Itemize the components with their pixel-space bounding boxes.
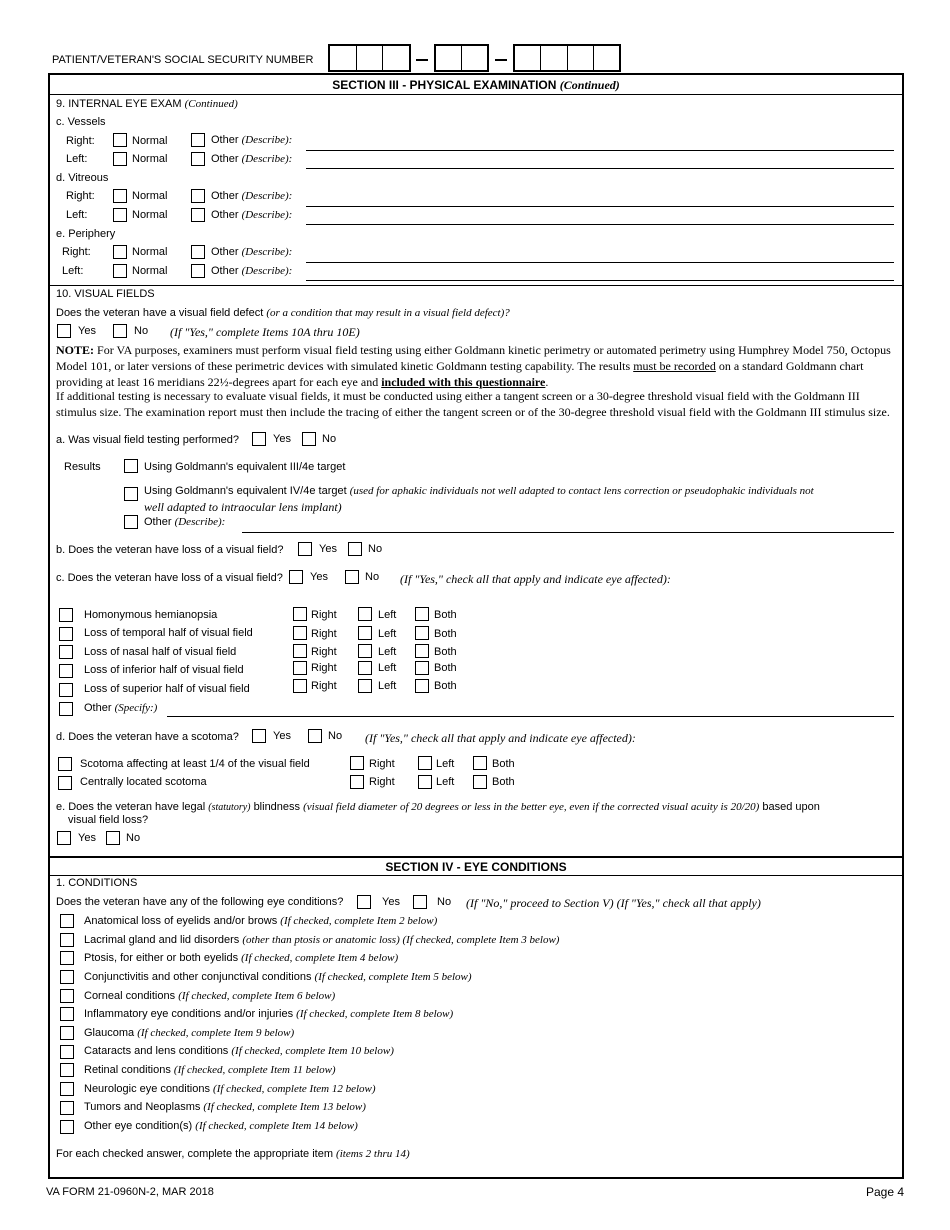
loss-left-checkbox[interactable] xyxy=(358,679,372,693)
loss-label: Homonymous hemianopsia xyxy=(84,609,218,621)
condition-checkbox[interactable] xyxy=(60,970,74,984)
condition-item: Corneal conditions (If checked, complete Item 6 below) xyxy=(84,990,336,1002)
vitreous-left-normal-checkbox[interactable] xyxy=(113,208,127,222)
scotoma-both-checkbox[interactable] xyxy=(473,775,487,789)
vf-additional-note: If additional testing is necessary to evaluate visual fields, it must be conducted using either a tangent screen or a 30-degree threshold visual field with the Goldmann III stimulus size. The examination report must then include the tracing of either the tangent screen or of the 30-degree threshold visual field with the Goldmann III stimulus size. xyxy=(56,389,890,419)
no-label: No xyxy=(368,543,383,555)
both-eyes-label: Both xyxy=(434,662,457,674)
left-eye-label: Left xyxy=(378,680,397,692)
left-eye-label: Left xyxy=(378,609,397,621)
results-label: Results xyxy=(64,461,101,473)
loss-left-checkbox[interactable] xyxy=(358,661,372,675)
condition-checkbox[interactable] xyxy=(60,1082,74,1096)
yes-label: Yes xyxy=(310,571,328,583)
left-eye-label: Left xyxy=(378,646,397,658)
no-label: No xyxy=(437,896,452,908)
section4-title: SECTION IV - EYE CONDITIONS xyxy=(385,860,567,874)
question-e: e. Does the veteran have legal (statutory) blindness (visual field diameter of 20 degrees or less in the better eye, even if the corrected visual acuity is 20/20) based upon xyxy=(56,801,820,813)
qc-instruction: (If "Yes," check all that apply and indicate eye affected): xyxy=(400,572,671,586)
loss-checkbox[interactable] xyxy=(59,683,73,697)
condition-item: Conjunctivitis and other conjunctival conditions (If checked, complete Item 5 below) xyxy=(84,971,472,983)
scotoma-left-checkbox[interactable] xyxy=(418,775,432,789)
vf-defect-no-checkbox[interactable] xyxy=(113,324,127,338)
result-iii4e-checkbox[interactable] xyxy=(124,459,138,473)
both-eyes-label: Both xyxy=(434,646,457,658)
left-label: Left: xyxy=(66,153,88,165)
condition-checkbox[interactable] xyxy=(60,1063,74,1077)
vessels-right-other-checkbox[interactable] xyxy=(191,133,205,147)
form-number: VA FORM 21-0960N-2, MAR 2018 xyxy=(46,1186,214,1198)
both-eyes-label: Both xyxy=(492,758,515,770)
scotoma-both-checkbox[interactable] xyxy=(473,756,487,770)
no-label: No xyxy=(328,730,343,742)
left-label: Left: xyxy=(66,209,88,221)
other-describe-label: Other (Describe): xyxy=(211,153,293,165)
no-label: No xyxy=(365,571,380,583)
conditions-question: Does the veteran have any of the following eye conditions? xyxy=(56,896,344,908)
condition-item: Tumors and Neoplasms (If checked, complete Item 13 below) xyxy=(84,1101,366,1113)
divider xyxy=(49,856,903,858)
scotoma-right-checkbox[interactable] xyxy=(350,756,364,770)
loss-other-specify-line[interactable] xyxy=(167,716,894,717)
condition-item: Ptosis, for either or both eyelids (If checked, complete Item 4 below) xyxy=(84,952,399,964)
normal-label: Normal xyxy=(132,190,168,202)
loss-label: Loss of inferior half of visual field xyxy=(84,664,244,676)
loss-other-checkbox[interactable] xyxy=(59,702,73,716)
left-eye-label: Left xyxy=(436,758,455,770)
vessels-left-other-checkbox[interactable] xyxy=(191,152,205,166)
normal-label: Normal xyxy=(132,246,168,258)
question-b: b. Does the veteran have loss of a visual field? xyxy=(56,544,284,556)
left-eye-label: Left xyxy=(436,776,455,788)
right-eye-label: Right xyxy=(369,776,395,788)
result-iii4e-label: Using Goldmann's equivalent III/4e target xyxy=(144,461,346,473)
scotoma-left-checkbox[interactable] xyxy=(418,756,432,770)
periphery-left-normal-checkbox[interactable] xyxy=(113,264,127,278)
yes-label: Yes xyxy=(273,433,291,445)
qd-instruction: (If "Yes," check all that apply and indicate eye affected): xyxy=(365,731,636,745)
ssn-field-part2[interactable] xyxy=(434,44,489,72)
yes-label: Yes xyxy=(78,832,96,844)
divider xyxy=(49,285,903,286)
result-other-checkbox[interactable] xyxy=(124,515,138,529)
vitreous-right-describe-line[interactable] xyxy=(306,206,894,207)
other-describe-label: Other (Describe): xyxy=(211,190,293,202)
loss-label: Loss of superior half of visual field xyxy=(84,683,250,695)
result-iv4e-label-cont: well adapted to intraocular lens implant) xyxy=(144,500,342,514)
yes-label: Yes xyxy=(319,543,337,555)
yes-label: Yes xyxy=(382,896,400,908)
condition-item: Retinal conditions (If checked, complete Item 11 below) xyxy=(84,1064,336,1076)
loss-both-checkbox[interactable] xyxy=(415,626,429,640)
normal-label: Normal xyxy=(132,135,168,147)
vessels-right-describe-line[interactable] xyxy=(306,150,894,151)
section3-title: SECTION III - PHYSICAL EXAMINATION (Continued) xyxy=(332,78,620,92)
normal-label: Normal xyxy=(132,209,168,221)
condition-checkbox[interactable] xyxy=(60,1026,74,1040)
right-eye-label: Right xyxy=(311,628,337,640)
both-eyes-label: Both xyxy=(434,628,457,640)
loss-checkbox[interactable] xyxy=(59,645,73,659)
condition-checkbox[interactable] xyxy=(60,1045,74,1059)
vf-defect-yes-checkbox[interactable] xyxy=(57,324,71,338)
result-iv4e-checkbox[interactable] xyxy=(124,487,138,501)
conditions-title: 1. CONDITIONS xyxy=(56,877,138,889)
normal-label: Normal xyxy=(132,265,168,277)
qe-yes-checkbox[interactable] xyxy=(57,831,71,845)
question-a: a. Was visual field testing performed? xyxy=(56,434,240,446)
yes-label: Yes xyxy=(273,730,291,742)
qd-no-checkbox[interactable] xyxy=(308,729,322,743)
vf-main-question: Does the veteran have a visual field defect (or a condition that may result in a visual field defect)? xyxy=(56,307,510,319)
right-label: Right: xyxy=(66,135,95,147)
both-eyes-label: Both xyxy=(434,680,457,692)
visual-fields-title: 10. VISUAL FIELDS xyxy=(56,288,155,300)
loss-other-label: Other (Specify:) xyxy=(84,702,158,714)
loss-checkbox[interactable] xyxy=(59,664,73,678)
no-label: No xyxy=(322,433,337,445)
periphery-left-other-checkbox[interactable] xyxy=(191,264,205,278)
scotoma-label: Scotoma affecting at least 1/4 of the visual field xyxy=(80,758,310,770)
condition-checkbox[interactable] xyxy=(60,1101,74,1115)
condition-item: Inflammatory eye conditions and/or injuries (If checked, complete Item 8 below) xyxy=(84,1008,454,1020)
loss-left-checkbox[interactable] xyxy=(358,644,372,658)
vessels-right-normal-checkbox[interactable] xyxy=(113,133,127,147)
scotoma-checkbox[interactable] xyxy=(58,757,72,771)
vessels-left-normal-checkbox[interactable] xyxy=(113,152,127,166)
if-yes-instruction: (If "Yes," complete Items 10A thru 10E) xyxy=(170,325,360,339)
qc-yes-checkbox[interactable] xyxy=(289,570,303,584)
conditions-yes-checkbox[interactable] xyxy=(357,895,371,909)
qb-no-checkbox[interactable] xyxy=(348,542,362,556)
loss-checkbox[interactable] xyxy=(59,627,73,641)
loss-checkbox[interactable] xyxy=(59,608,73,622)
ssn-dash xyxy=(495,59,507,61)
loss-label: Loss of nasal half of visual field xyxy=(84,646,237,658)
right-label: Right: xyxy=(62,246,91,258)
condition-checkbox[interactable] xyxy=(60,1007,74,1021)
qc-no-checkbox[interactable] xyxy=(345,570,359,584)
condition-checkbox[interactable] xyxy=(60,951,74,965)
qe-no-checkbox[interactable] xyxy=(106,831,120,845)
result-iv4e-label: Using Goldmann's equivalent IV/4e target (used for aphakic individuals not well adapted to contact lens correction or pseudophakic individuals not xyxy=(144,485,814,497)
loss-both-checkbox[interactable] xyxy=(415,607,429,621)
condition-checkbox[interactable] xyxy=(60,914,74,928)
condition-checkbox[interactable] xyxy=(60,1120,74,1134)
no-label: No xyxy=(134,325,149,337)
scotoma-label: Centrally located scotoma xyxy=(80,776,207,788)
qa-no-checkbox[interactable] xyxy=(302,432,316,446)
qd-yes-checkbox[interactable] xyxy=(252,729,266,743)
other-describe-label: Other (Describe): xyxy=(211,209,293,221)
normal-label: Normal xyxy=(132,153,168,165)
question-d: d. Does the veteran have a scotoma? xyxy=(56,731,239,743)
loss-right-checkbox[interactable] xyxy=(293,679,307,693)
right-eye-label: Right xyxy=(311,680,337,692)
conditions-instruction: (If "No," proceed to Section V) (If "Yes," check all that apply) xyxy=(466,896,761,910)
vitreous-left-describe-line[interactable] xyxy=(306,224,894,225)
condition-checkbox[interactable] xyxy=(60,989,74,1003)
question-e-cont: visual field loss? xyxy=(68,814,149,826)
no-label: No xyxy=(126,832,141,844)
periphery-right-normal-checkbox[interactable] xyxy=(113,245,127,259)
left-eye-label: Left xyxy=(378,628,397,640)
both-eyes-label: Both xyxy=(434,609,457,621)
vitreous-right-normal-checkbox[interactable] xyxy=(113,189,127,203)
conditions-no-checkbox[interactable] xyxy=(413,895,427,909)
right-eye-label: Right xyxy=(369,758,395,770)
right-eye-label: Right xyxy=(311,609,337,621)
vitreous-left-other-checkbox[interactable] xyxy=(191,208,205,222)
ssn-field-part3[interactable] xyxy=(513,44,621,72)
other-describe-label: Other (Describe): xyxy=(211,134,293,146)
condition-item: Anatomical loss of eyelids and/or brows (If checked, complete Item 2 below) xyxy=(84,915,438,927)
loss-right-checkbox[interactable] xyxy=(293,607,307,621)
right-label: Right: xyxy=(66,190,95,202)
condition-checkbox[interactable] xyxy=(60,933,74,947)
loss-both-checkbox[interactable] xyxy=(415,679,429,693)
both-eyes-label: Both xyxy=(492,776,515,788)
vitreous-right-other-checkbox[interactable] xyxy=(191,189,205,203)
periphery-label: e. Periphery xyxy=(56,228,116,240)
other-describe-label: Other (Describe): xyxy=(211,246,293,258)
loss-both-checkbox[interactable] xyxy=(415,644,429,658)
loss-left-checkbox[interactable] xyxy=(358,626,372,640)
ssn-dash xyxy=(416,59,428,61)
loss-right-checkbox[interactable] xyxy=(293,626,307,640)
condition-item: Neurologic eye conditions (If checked, complete Item 12 below) xyxy=(84,1083,376,1095)
condition-item: Other eye condition(s) (If checked, complete Item 14 below) xyxy=(84,1120,358,1132)
ssn-label: PATIENT/VETERAN'S SOCIAL SECURITY NUMBER xyxy=(52,54,314,66)
conditions-footer: For each checked answer, complete the appropriate item (items 2 thru 14) xyxy=(56,1148,410,1160)
question-c: c. Does the veteran have loss of a visual field? xyxy=(56,572,283,584)
right-eye-label: Right xyxy=(311,662,337,674)
vitreous-label: d. Vitreous xyxy=(56,172,109,184)
periphery-right-other-checkbox[interactable] xyxy=(191,245,205,259)
condition-item: Glaucoma (If checked, complete Item 9 below) xyxy=(84,1027,295,1039)
ssn-field-part1[interactable] xyxy=(328,44,411,72)
qb-yes-checkbox[interactable] xyxy=(298,542,312,556)
divider xyxy=(49,94,903,95)
divider xyxy=(49,875,903,876)
periphery-left-describe-line[interactable] xyxy=(306,280,894,281)
vessels-label: c. Vessels xyxy=(56,116,106,128)
vessels-left-describe-line[interactable] xyxy=(306,168,894,169)
result-other-label: Other (Describe): xyxy=(144,516,226,528)
loss-left-checkbox[interactable] xyxy=(358,607,372,621)
left-eye-label: Left xyxy=(378,662,397,674)
left-label: Left: xyxy=(62,265,84,277)
yes-label: Yes xyxy=(78,325,96,337)
scotoma-checkbox[interactable] xyxy=(58,776,72,790)
condition-item: Lacrimal gland and lid disorders (other than ptosis or anatomic loss) (If checked, complete Item 3 below) xyxy=(84,934,560,946)
condition-item: Cataracts and lens conditions (If checked, complete Item 10 below) xyxy=(84,1045,394,1057)
periphery-right-describe-line[interactable] xyxy=(306,262,894,263)
loss-right-checkbox[interactable] xyxy=(293,644,307,658)
qa-yes-checkbox[interactable] xyxy=(252,432,266,446)
loss-right-checkbox[interactable] xyxy=(293,661,307,675)
other-describe-label: Other (Describe): xyxy=(211,265,293,277)
result-other-describe-line[interactable] xyxy=(242,532,894,533)
loss-label: Loss of temporal half of visual field xyxy=(84,627,253,639)
vf-note: NOTE: For VA purposes, examiners must perform visual field testing using either Goldmann kinetic perimetry or automated perimetry using Humphrey Model 750, Octopus Model 101, or later versions of these perimetric devices with simulated kinetic Goldmann testing capability. The results must be recorded on a standard Goldmann chart providing at least 16 meridians 22½-degrees apart for each eye and included with this questionnaire. xyxy=(56,343,891,389)
item9-title: 9. INTERNAL EYE EXAM (Continued) xyxy=(56,98,238,110)
right-eye-label: Right xyxy=(311,646,337,658)
scotoma-right-checkbox[interactable] xyxy=(350,775,364,789)
loss-both-checkbox[interactable] xyxy=(415,661,429,675)
page-number: Page 4 xyxy=(866,1185,905,1199)
